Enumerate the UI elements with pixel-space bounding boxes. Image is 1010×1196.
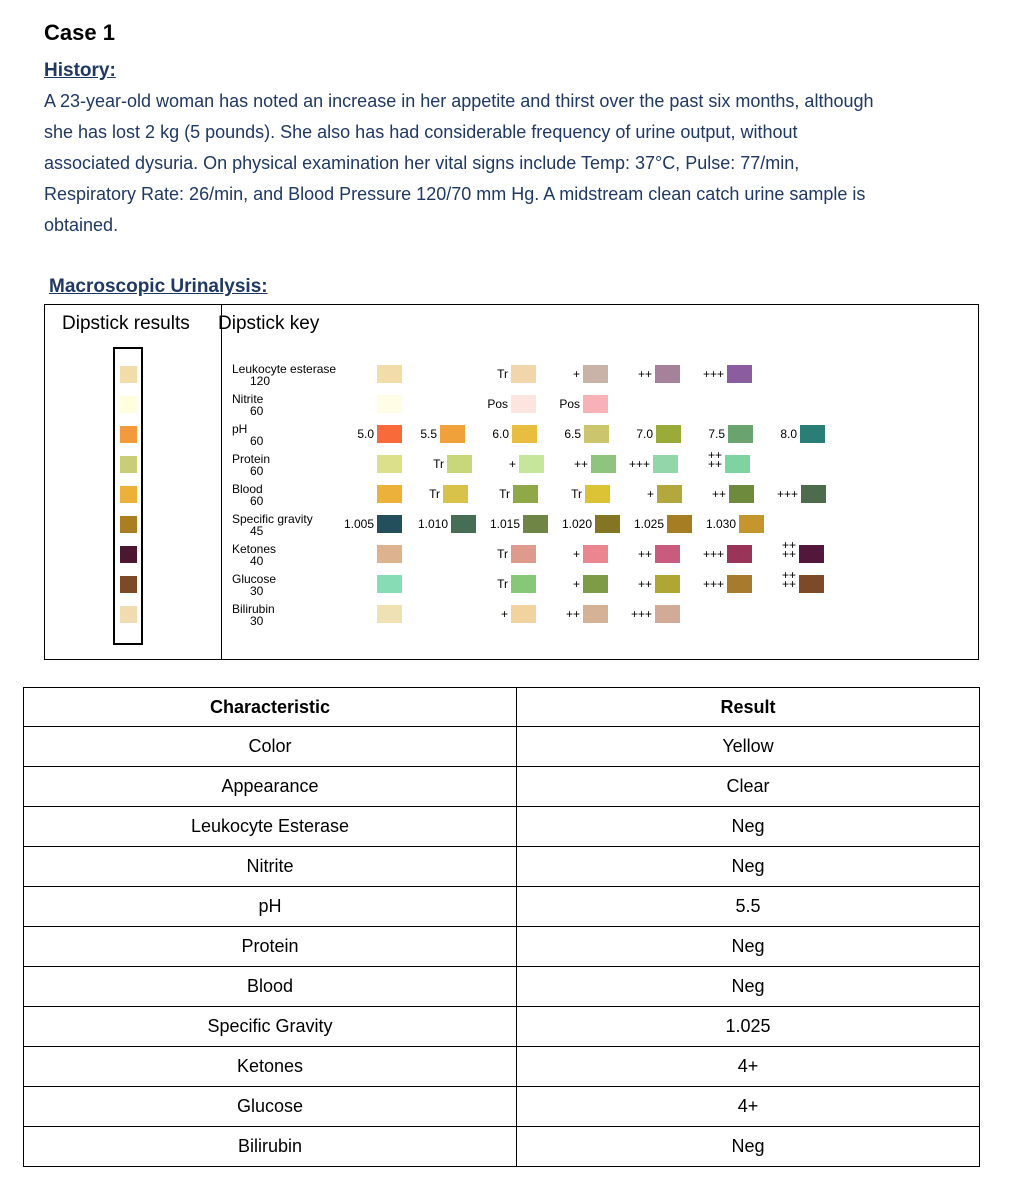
test-name-label: pH: [232, 422, 248, 436]
key-label: +++: [702, 577, 724, 591]
key-label: ++ ++: [707, 448, 722, 471]
key-swatch: [739, 515, 764, 533]
key-swatch: [725, 455, 750, 473]
macroscopic-heading: Macroscopic Urinalysis:: [49, 276, 268, 297]
table-row: [24, 1087, 980, 1127]
key-swatch: [655, 605, 680, 623]
key-swatch: [511, 605, 536, 623]
key-swatch: [377, 605, 402, 623]
key-swatch: [653, 455, 678, 473]
history-line: Respiratory Rate: 26/min, and Blood Pressure 120/70 mm Hg. A midstream clean catch urine sample is: [44, 184, 866, 204]
key-label: +++: [630, 607, 652, 621]
key-label: 6.5: [564, 427, 581, 441]
dipstick-panel: [44, 304, 979, 660]
dipstick-key-header: Dipstick key: [218, 313, 320, 334]
test-time-label: 40: [250, 554, 264, 568]
results-table: [23, 687, 980, 1167]
test-name-label: Blood: [232, 482, 263, 496]
strip-pad: [120, 606, 137, 623]
dipstick-results-header: Dipstick results: [62, 313, 190, 334]
key-swatch: [657, 485, 682, 503]
test-name-label: Leukocyte esterase: [232, 362, 337, 376]
panel-divider: [221, 305, 222, 659]
characteristic-cell: Ketones: [24, 1047, 517, 1087]
strip-pad: [120, 456, 137, 473]
key-label: +++: [702, 367, 724, 381]
key-label: +: [646, 487, 654, 501]
key-swatch: [799, 545, 824, 563]
strip-pad: [120, 366, 137, 383]
case-title: Case 1: [44, 20, 115, 45]
result-cell: Neg: [517, 847, 980, 887]
characteristic-cell: Nitrite: [24, 847, 517, 887]
table-row: [24, 807, 980, 847]
key-swatch: [511, 395, 536, 413]
key-swatch: [377, 545, 402, 563]
test-time-label: 30: [250, 614, 264, 628]
key-swatch: [585, 485, 610, 503]
key-label: Tr: [497, 547, 508, 561]
test-name-label: Ketones: [232, 542, 277, 556]
characteristic-cell: Protein: [24, 927, 517, 967]
key-swatch: [519, 455, 544, 473]
key-label: ++: [637, 367, 652, 381]
key-label: Tr: [429, 487, 440, 501]
characteristic-cell: Bilirubin: [24, 1127, 517, 1167]
history-text: [44, 86, 989, 241]
key-swatch: [801, 485, 826, 503]
key-swatch: [729, 485, 754, 503]
test-time-label: 45: [250, 524, 264, 538]
history-line: she has lost 2 kg (5 pounds). She also has had considerable frequency of urine output, without: [44, 122, 798, 142]
key-swatch: [511, 365, 536, 383]
key-label: 5.5: [420, 427, 437, 441]
key-swatch: [584, 425, 609, 443]
key-swatch: [377, 395, 402, 413]
key-label: ++: [637, 547, 652, 561]
history-line: obtained.: [44, 215, 119, 235]
key-swatch: [727, 575, 752, 593]
key-label: ++: [573, 457, 588, 471]
key-label: 1.005: [343, 517, 374, 531]
key-label: Tr: [497, 367, 508, 381]
table-row: [24, 887, 980, 927]
key-label: Tr: [497, 577, 508, 591]
test-name-label: Glucose: [232, 572, 277, 586]
key-label: 1.025: [633, 517, 664, 531]
table-header-row: [24, 688, 980, 727]
test-name-label: Bilirubin: [232, 602, 275, 616]
key-label: ++: [711, 487, 726, 501]
result-cell: 1.025: [517, 1007, 980, 1047]
result-cell: Neg: [517, 807, 980, 847]
result-cell: 5.5: [517, 887, 980, 927]
characteristic-cell: Glucose: [24, 1087, 517, 1127]
table-row: [24, 1127, 980, 1167]
key-label: 7.0: [636, 427, 653, 441]
key-label: 1.030: [705, 517, 736, 531]
test-time-label: 60: [250, 404, 264, 418]
key-label: ++ ++: [781, 538, 796, 561]
key-swatch: [799, 575, 824, 593]
key-swatch: [583, 575, 608, 593]
key-swatch: [511, 545, 536, 563]
key-swatch: [583, 545, 608, 563]
column-header-characteristic: Characteristic: [24, 688, 517, 727]
key-label: 1.015: [489, 517, 520, 531]
column-header-result: Result: [517, 688, 980, 727]
key-swatch: [655, 545, 680, 563]
key-label: 1.010: [417, 517, 448, 531]
key-label: Tr: [571, 487, 582, 501]
characteristic-cell: Leukocyte Esterase: [24, 807, 517, 847]
result-cell: 4+: [517, 1087, 980, 1127]
key-swatch: [440, 425, 465, 443]
table-row: [24, 1047, 980, 1087]
dipstick-strip: [113, 347, 143, 645]
key-label: Tr: [499, 487, 510, 501]
key-label: 7.5: [708, 427, 725, 441]
key-swatch: [451, 515, 476, 533]
test-time-label: 60: [250, 434, 264, 448]
strip-pad: [120, 486, 137, 503]
table-row: [24, 727, 980, 767]
key-swatch: [377, 515, 402, 533]
key-label: +: [508, 457, 516, 471]
history-heading: History:: [44, 60, 116, 81]
result-cell: Neg: [517, 927, 980, 967]
key-label: Pos: [559, 397, 580, 411]
table-row: [24, 1007, 980, 1047]
test-name-label: Protein: [232, 452, 271, 466]
characteristic-cell: Specific Gravity: [24, 1007, 517, 1047]
key-label: +: [572, 367, 580, 381]
key-swatch: [595, 515, 620, 533]
strip-pad: [120, 426, 137, 443]
key-swatch: [443, 485, 468, 503]
result-cell: Neg: [517, 967, 980, 1007]
test-time-label: 60: [250, 464, 264, 478]
key-label: Tr: [433, 457, 444, 471]
key-label: ++ ++: [781, 568, 796, 591]
strip-pad: [120, 576, 137, 593]
strip-pad: [120, 516, 137, 533]
result-cell: 4+: [517, 1047, 980, 1087]
history-line: associated dysuria. On physical examination her vital signs include Temp: 37°C, Pulse: 77/min,: [44, 153, 800, 173]
key-swatch: [447, 455, 472, 473]
key-label: 1.020: [561, 517, 592, 531]
key-swatch: [512, 425, 537, 443]
key-swatch: [377, 455, 402, 473]
key-swatch: [377, 485, 402, 503]
key-swatch: [583, 365, 608, 383]
strip-pad: [120, 546, 137, 563]
strip-pad: [120, 396, 137, 413]
key-swatch: [728, 425, 753, 443]
key-swatch: [583, 395, 608, 413]
key-label: +: [572, 577, 580, 591]
result-cell: Neg: [517, 1127, 980, 1167]
key-swatch: [656, 425, 681, 443]
key-label: Pos: [487, 397, 508, 411]
test-name-label: Nitrite: [232, 392, 264, 406]
key-label: +: [572, 547, 580, 561]
key-swatch: [727, 365, 752, 383]
key-swatch: [377, 575, 402, 593]
characteristic-cell: Color: [24, 727, 517, 767]
key-swatch: [511, 575, 536, 593]
table-row: [24, 967, 980, 1007]
key-swatch: [655, 575, 680, 593]
key-label: 5.0: [357, 427, 374, 441]
key-label: +: [500, 607, 508, 621]
table-row: [24, 927, 980, 967]
characteristic-cell: pH: [24, 887, 517, 927]
key-swatch: [800, 425, 825, 443]
key-swatch: [377, 365, 402, 383]
key-swatch: [667, 515, 692, 533]
key-swatch: [655, 365, 680, 383]
key-label: ++: [637, 577, 652, 591]
result-cell: Yellow: [517, 727, 980, 767]
key-label: 8.0: [780, 427, 797, 441]
key-label: ++: [565, 607, 580, 621]
test-time-label: 120: [250, 374, 271, 388]
key-label: +++: [776, 487, 798, 501]
key-swatch: [523, 515, 548, 533]
characteristic-cell: Blood: [24, 967, 517, 1007]
key-label: 6.0: [492, 427, 509, 441]
history-line: A 23-year-old woman has noted an increase in her appetite and thirst over the past six months, although: [44, 91, 874, 111]
key-swatch: [727, 545, 752, 563]
test-name-label: Specific gravity: [232, 512, 313, 526]
characteristic-cell: Appearance: [24, 767, 517, 807]
key-label: +++: [628, 457, 650, 471]
key-label: +++: [702, 547, 724, 561]
table-row: [24, 767, 980, 807]
test-time-label: 30: [250, 584, 264, 598]
table-row: [24, 847, 980, 887]
result-cell: Clear: [517, 767, 980, 807]
key-swatch: [513, 485, 538, 503]
test-time-label: 60: [250, 494, 264, 508]
key-swatch: [583, 605, 608, 623]
